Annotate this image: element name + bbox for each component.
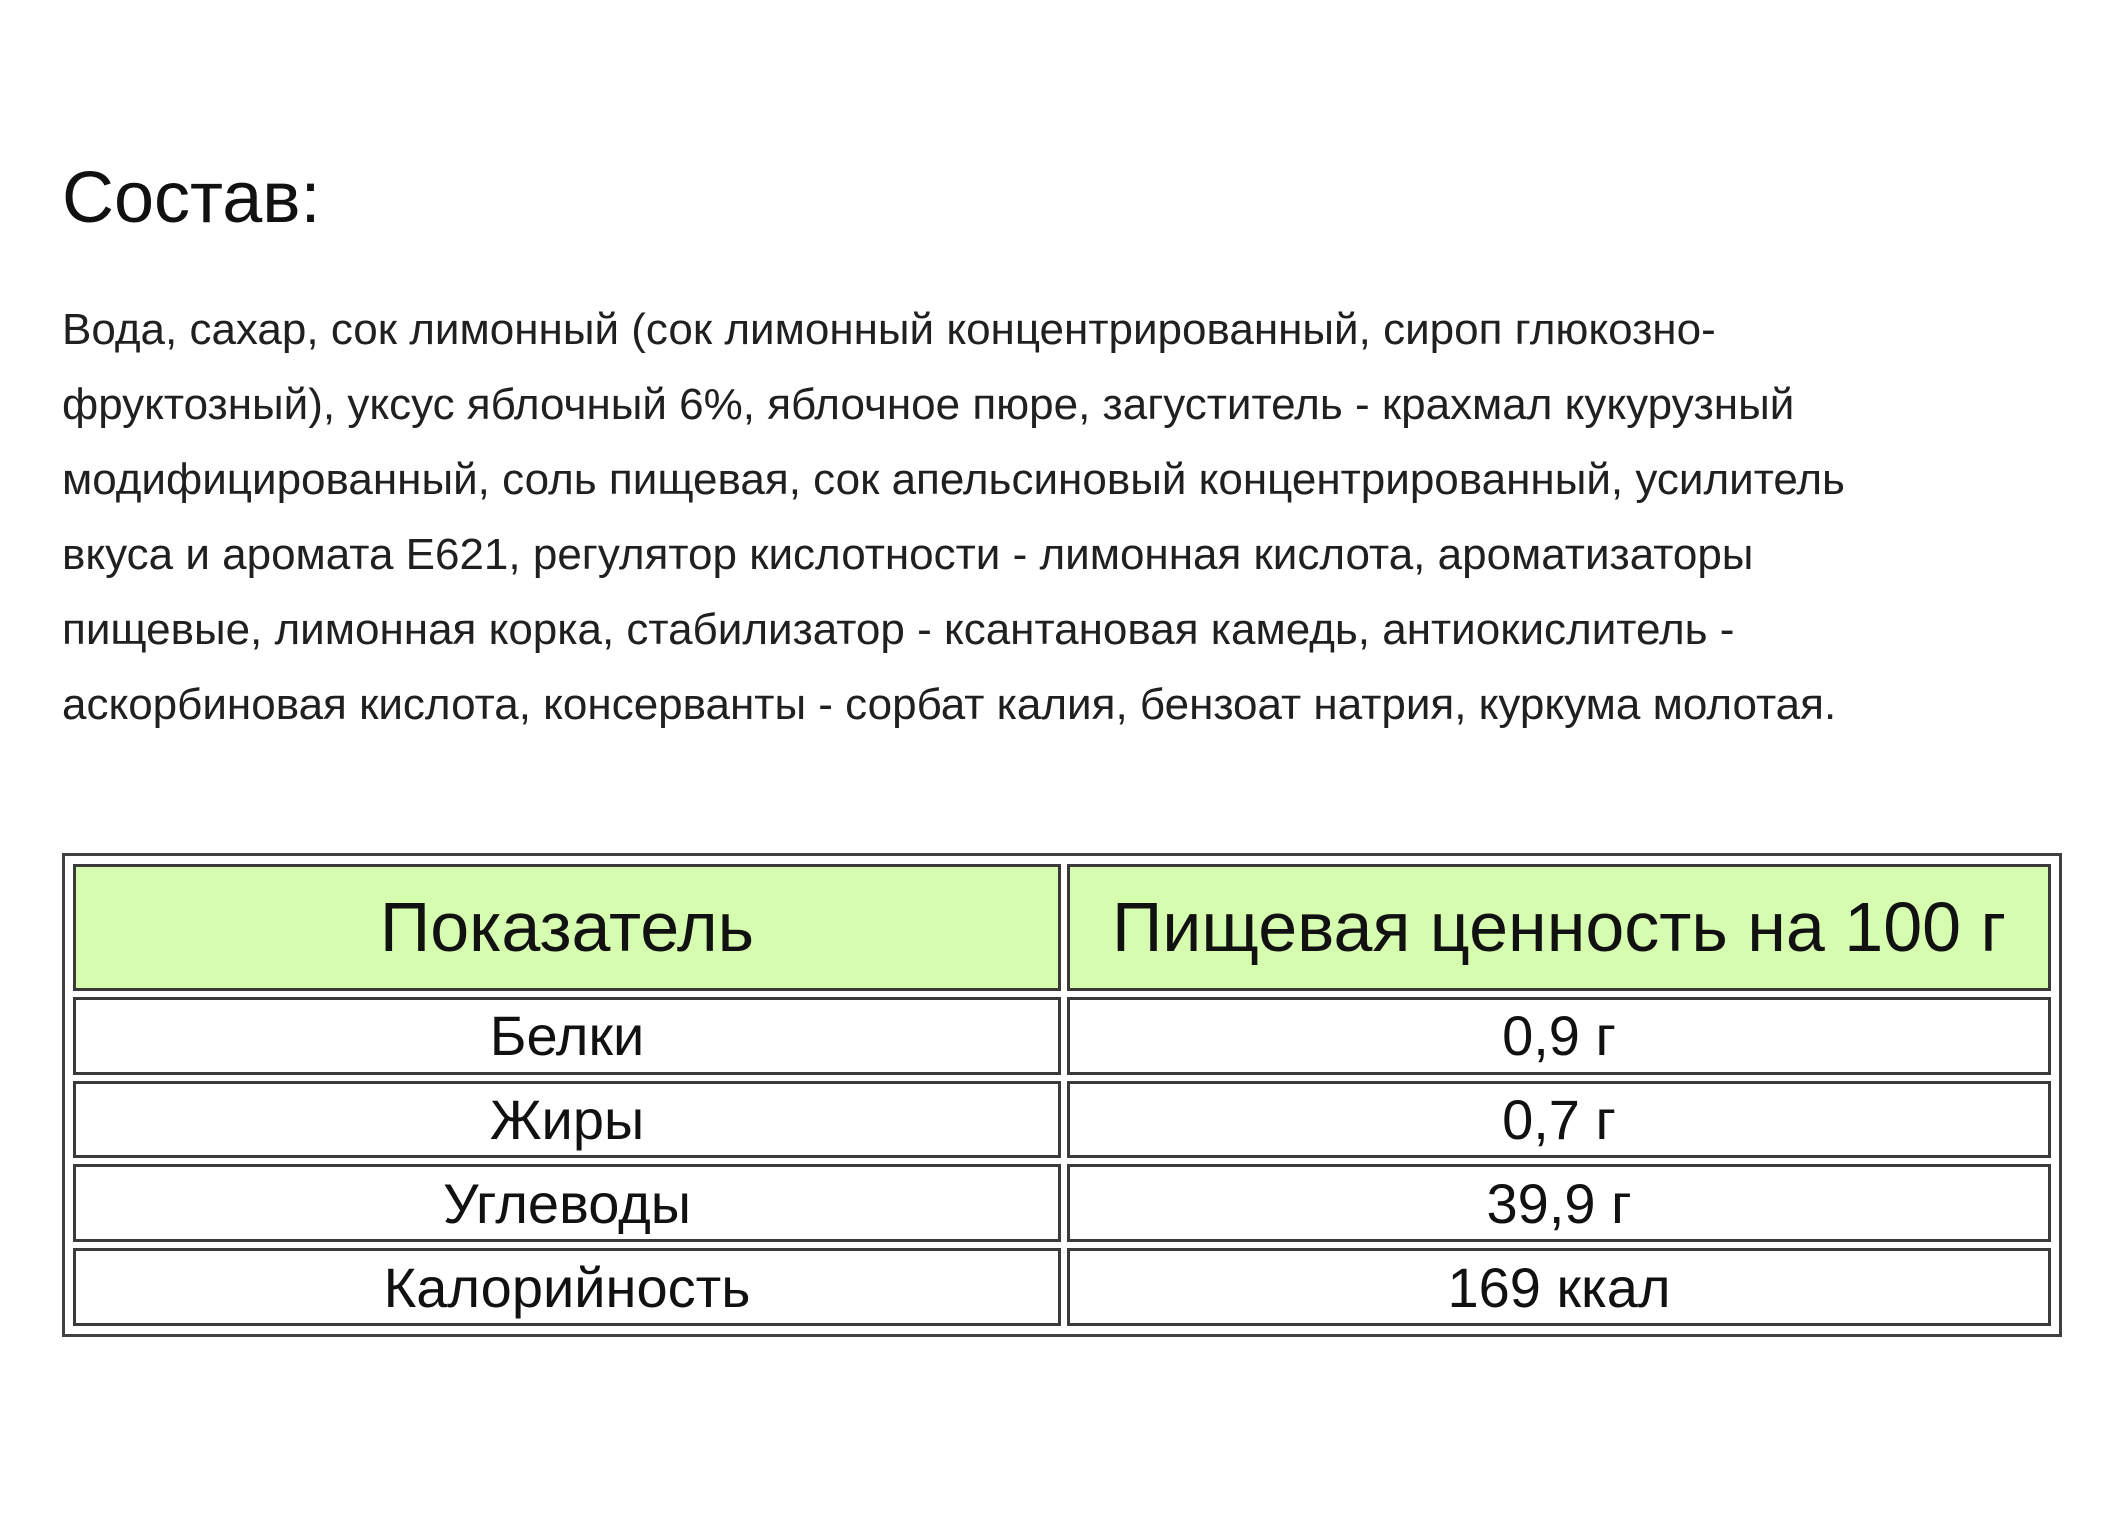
composition-line: аскорбиновая кислота, консерванты - сорбат калия, бензоат натрия, куркума молотая. [62, 680, 1837, 729]
composition-line: модифицированный, соль пищевая, сок апельсиновый концентрированный, усилитель [62, 455, 1845, 504]
composition-text [62, 292, 2082, 742]
row-name: Жиры [73, 1081, 1061, 1159]
row-name: Калорийность [73, 1248, 1061, 1326]
composition-line: Вода, сахар, сок лимонный (сок лимонный концентрированный, сироп глюкозно- [62, 305, 1716, 354]
row-name: Углеводы [73, 1164, 1061, 1242]
row-value: 169 ккал [1067, 1248, 2051, 1326]
composition-heading: Состав: [62, 158, 321, 238]
row-value: 0,9 г [1067, 997, 2051, 1075]
table-row [73, 1248, 2051, 1326]
nutrition-grid [67, 858, 2057, 1332]
header-indicator: Показатель [73, 864, 1061, 991]
composition-line: фруктозный), уксус яблочный 6%, яблочное пюре, загуститель - крахмал кукурузный [62, 380, 1795, 429]
row-name: Белки [73, 997, 1061, 1075]
table-row [73, 1164, 2051, 1242]
row-value: 39,9 г [1067, 1164, 2051, 1242]
table-row [73, 997, 2051, 1075]
header-nutritional-value: Пищевая ценность на 100 г [1067, 864, 2051, 991]
row-value: 0,7 г [1067, 1081, 2051, 1159]
composition-line: вкуса и аромата Е621, регулятор кислотности - лимонная кислота, ароматизаторы [62, 530, 1754, 579]
table-header-row [73, 864, 2051, 991]
table-row [73, 1081, 2051, 1159]
composition-line: пищевые, лимонная корка, стабилизатор - ксантановая камедь, антиокислитель - [62, 605, 1735, 654]
nutrition-table [62, 853, 2062, 1337]
